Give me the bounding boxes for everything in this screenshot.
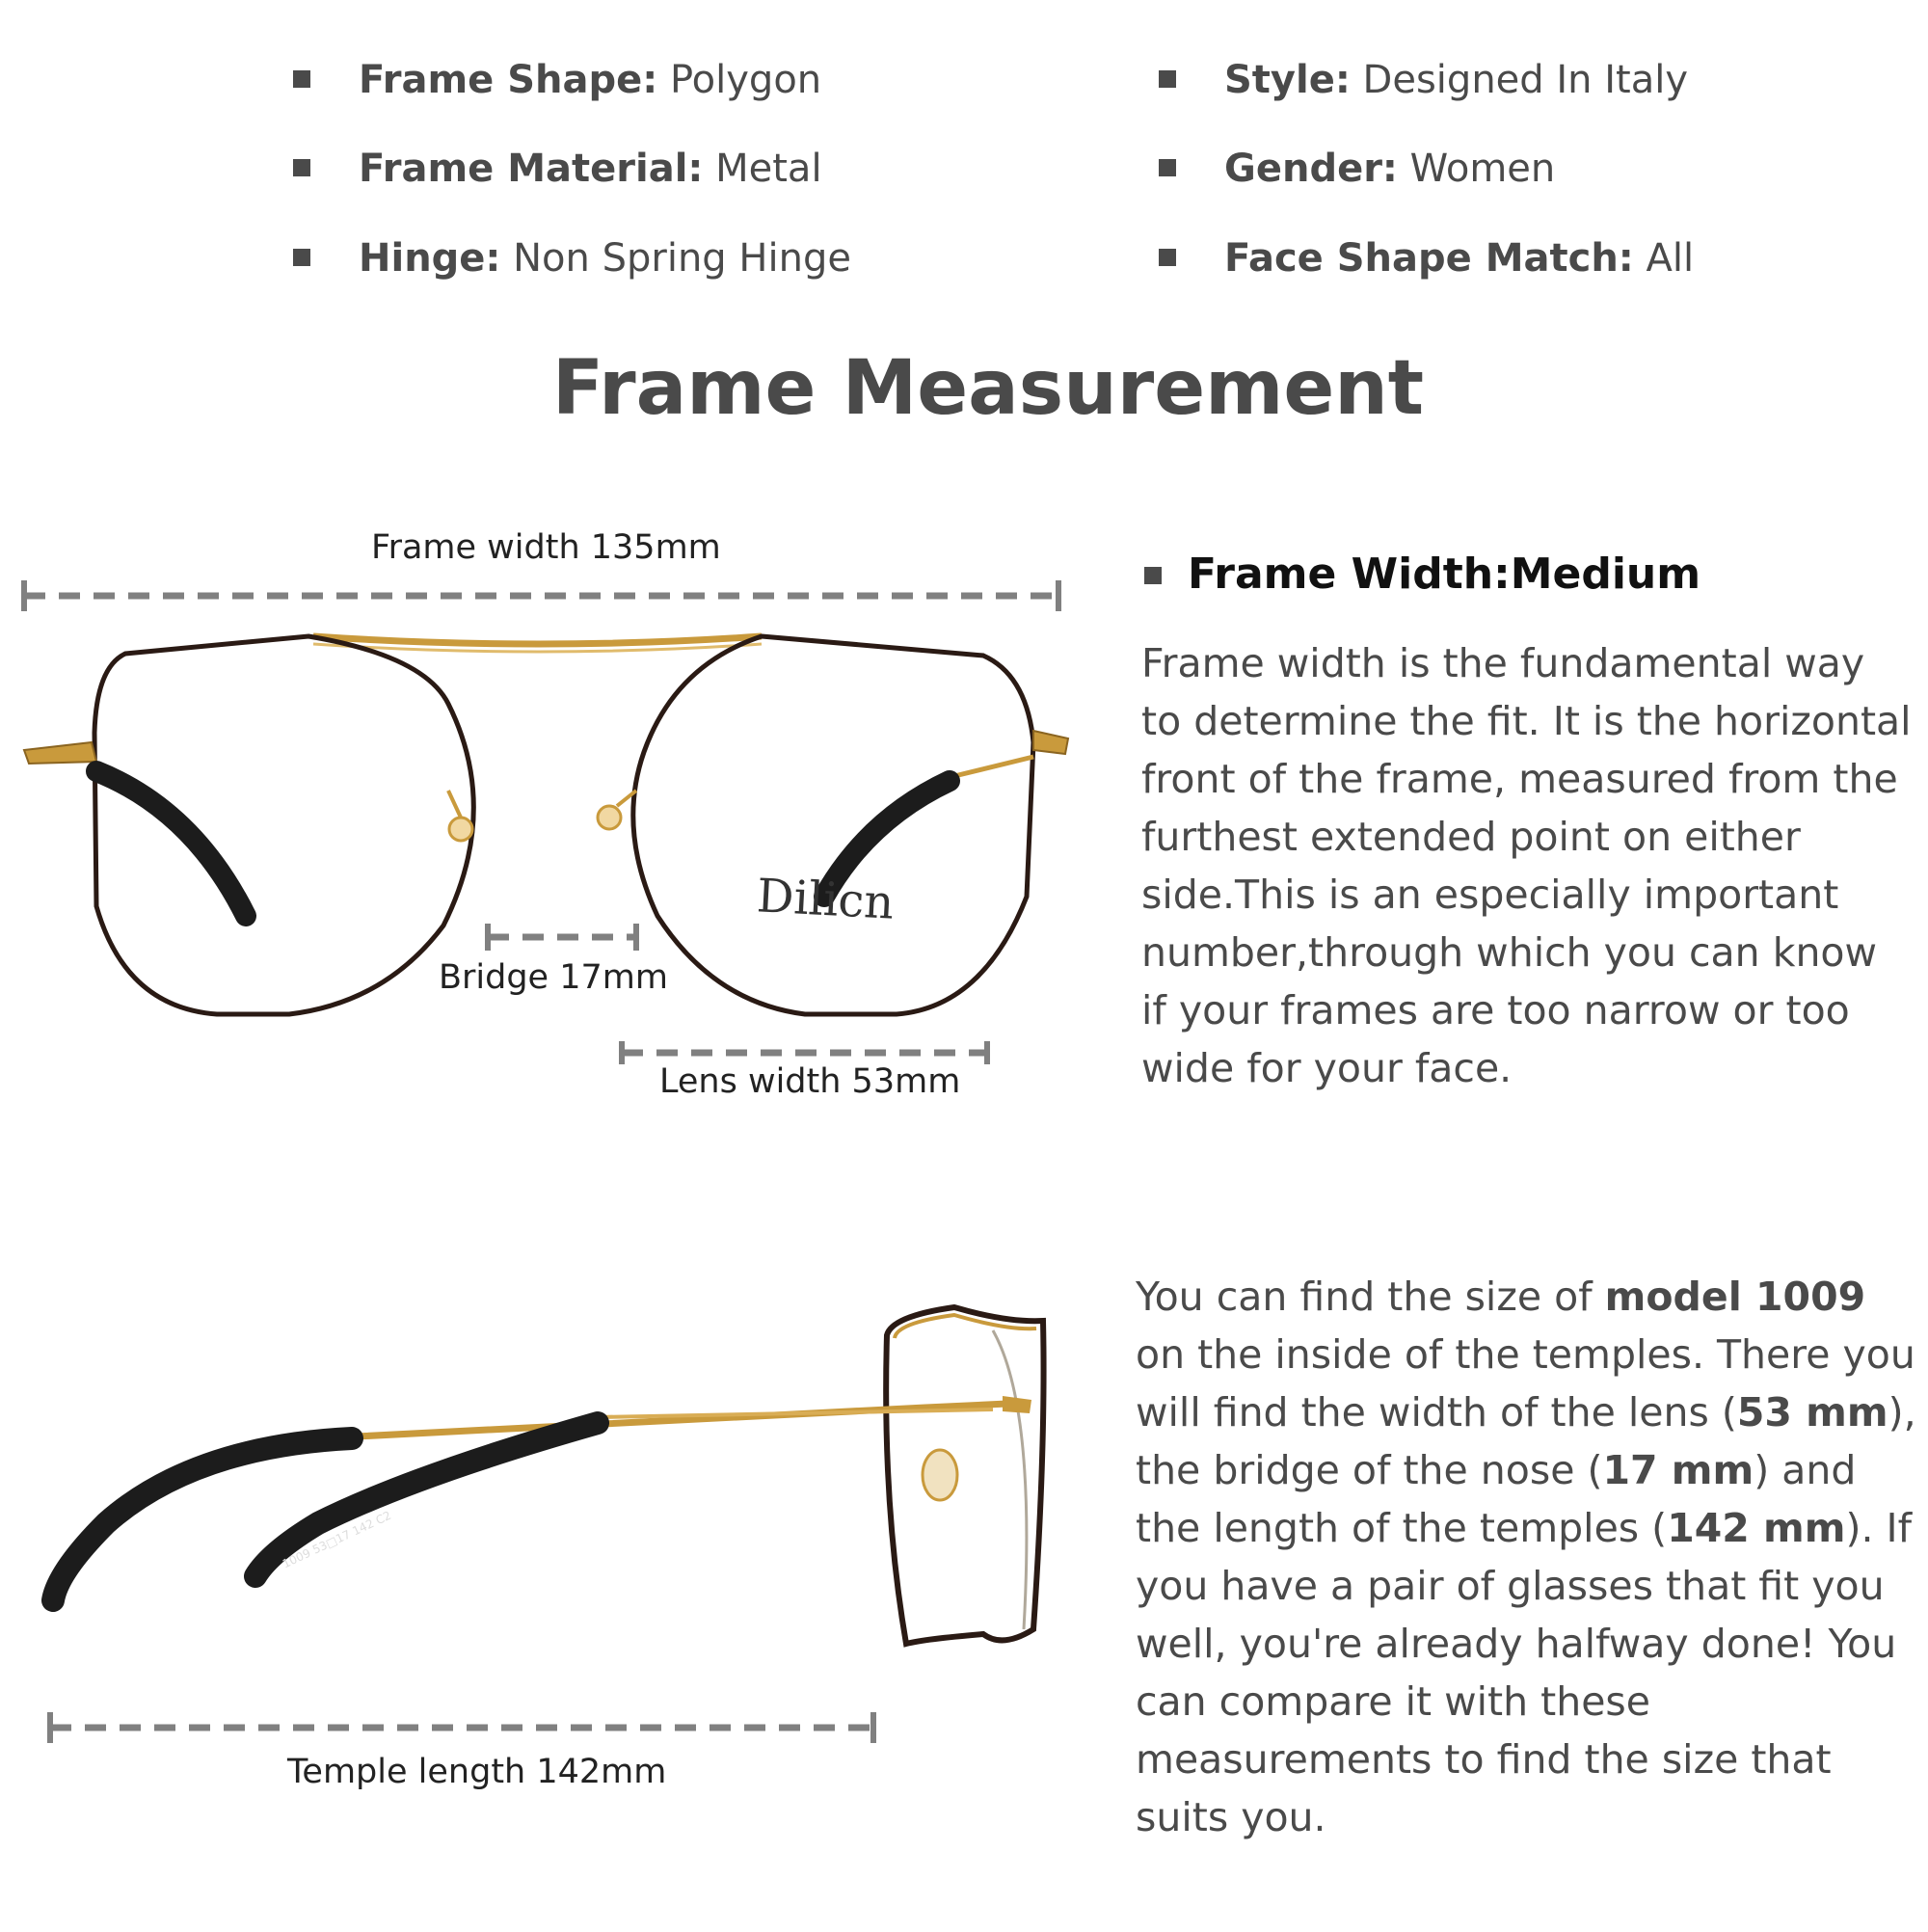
top-bar	[313, 636, 762, 644]
bullet-icon	[1144, 567, 1162, 584]
brand-logo: Dilicn	[755, 869, 896, 930]
spec-frame-material: Frame Material: Metal	[359, 145, 822, 193]
page-title: Frame Measurement	[551, 345, 1425, 432]
measurement-end-caps	[24, 580, 1058, 1743]
frame-width-description: Frame width is the fundamental way to determine the fit. It is the horizontal front of the frame, measured from the furthest extended point on either side.This is an especially important number,through which you can know if your frames are too narrow or too wide for your face.	[1141, 640, 1912, 1091]
left-temple-tip	[96, 771, 246, 916]
measurement-lines	[24, 596, 1058, 1728]
bridge-label: Bridge 17mm	[439, 958, 668, 997]
frame-width-heading: Frame Width:Medium	[1188, 550, 1700, 599]
side-hinge	[1003, 1396, 1031, 1413]
left-rim	[94, 636, 473, 1014]
size-description: You can find the size of model 1009 on the inside of the temples. There you will find the width of the lens (53 mm), the bridge of the nose (17 mm) and the length of the temples (142 mm). If you have a pair of glasses that fit you well, you're already halfway done! You can compare it with these measurements to find the size that suits you.	[1136, 1274, 1916, 1840]
left-pad-arm	[448, 791, 461, 818]
right-temple	[954, 757, 1033, 776]
spec-frame-shape: Frame Shape: Polygon	[359, 56, 821, 104]
side-lens	[993, 1330, 1027, 1629]
side-nose-pad	[923, 1450, 957, 1500]
right-nose-pad	[598, 806, 621, 829]
lens-width-label: Lens width 53mm	[659, 1062, 961, 1101]
spec-hinge: Hinge: Non Spring Hinge	[359, 234, 851, 282]
temple-print: 1009 53□17 142 C2	[280, 1508, 393, 1571]
side-temple-gold	[357, 1404, 1007, 1436]
right-rim	[633, 636, 1033, 1014]
left-hinge	[24, 742, 96, 764]
temple-length-label: Temple length 142mm	[287, 1753, 667, 1791]
left-nose-pad	[449, 818, 472, 841]
spec-face-shape: Face Shape Match: All	[1224, 234, 1694, 282]
side-frame-outer	[886, 1307, 1043, 1644]
spec-style: Style: Designed In Italy	[1224, 56, 1688, 104]
right-hinge	[1033, 731, 1068, 754]
frame-width-label: Frame width 135mm	[371, 528, 721, 567]
spec-gender: Gender: Women	[1224, 145, 1555, 193]
side-view-glasses	[53, 1307, 1044, 1644]
